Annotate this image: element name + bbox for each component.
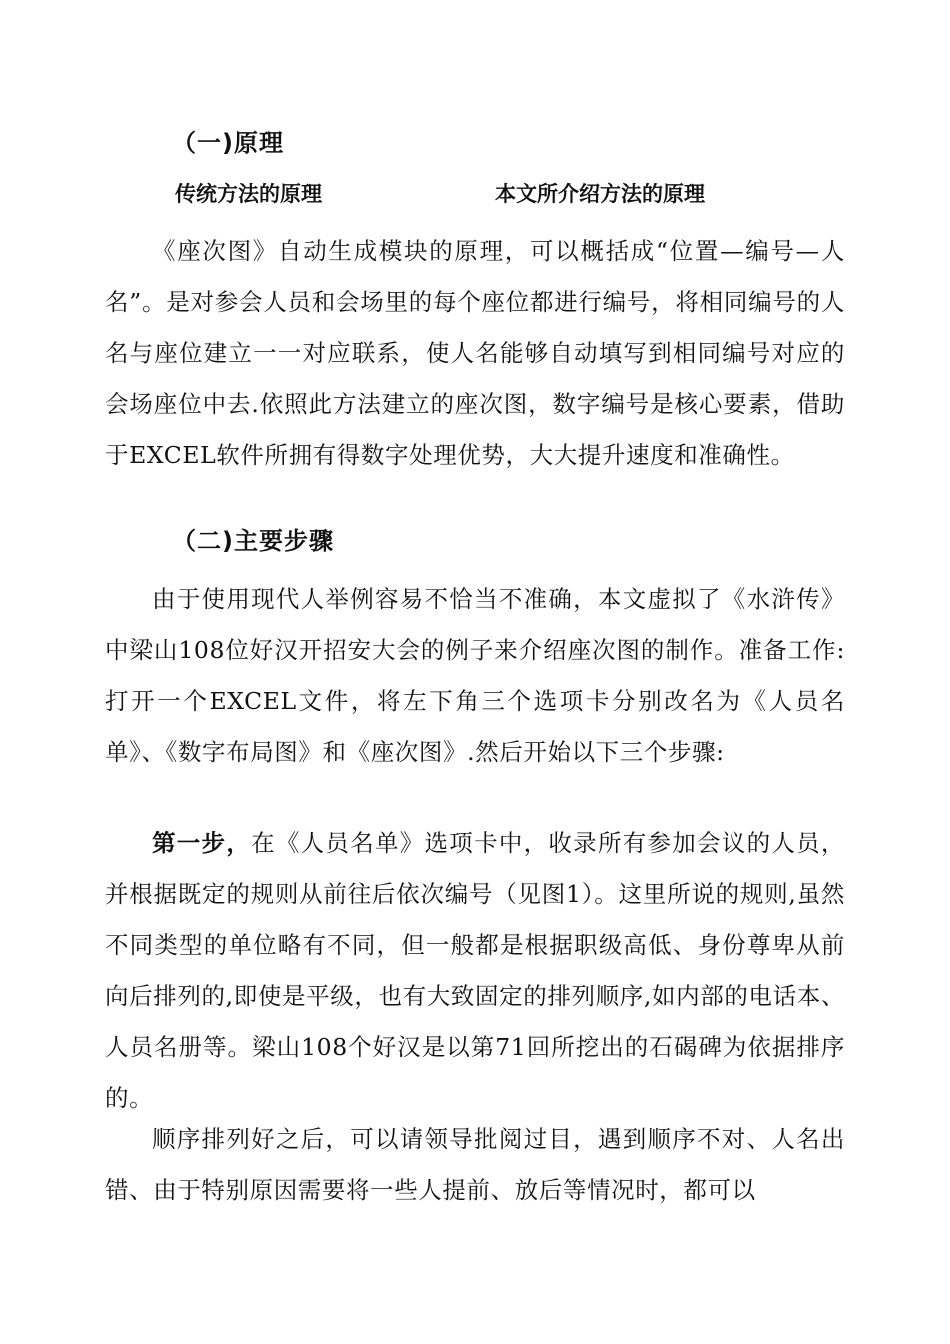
paragraph-continued: 顺序排列好之后，可以请领导批阅过目，遇到顺序不对、人名出错、由于特别原因需要将一些人提前、放后等情况时，都可以	[105, 1125, 845, 1204]
subheading-row	[175, 179, 815, 209]
paragraph-step-one	[105, 818, 845, 1124]
paragraph-intro: 由于使用现代人举例容易不恰当不准确，本文虚拟了《水浒传》中梁山108位好汉开招安大会的例子来介绍座次图的制作。准备工作:打开一个EXCEL文件，将左下角三个选项卡分别改名为《人员名单》、《数字布局图》和《座次图》.然后开始以下三个步骤:	[105, 585, 845, 766]
step-one-lead: 第一步，	[152, 829, 252, 857]
section-heading-main-steps: （二)主要步骤	[172, 527, 334, 555]
subheading-traditional-method: 传统方法的原理	[175, 182, 322, 206]
section-heading-principle: （一)原理	[172, 129, 284, 157]
paragraph-principle: 《座次图》自动生成模块的原理，可以概括成“位置—编号—人名”。是对参会人员和会场里的每个座位都进行编号，将相同编号的人名与座位建立一一对应联系，使人名能够自动填写到相同编号对应的会场座位中去.依照此方法建立的座次图，数字编号是核心要素，借助于EXCEL软件所拥有得数字处理优势，大大提升速度和准确性。	[105, 237, 845, 469]
step-one-text: 在《人员名单》选项卡中，收录所有参加会议的人员，并根据既定的规则从前往后依次编号（见图1）。这里所说的规则,虽然不同类型的单位略有不同，但一般都是根据职级高低、身份尊卑从前向后排列的,即使是平级，也有大致固定的排列顺序,如内部的电话本、人员名册等。梁山108个好汉是以第71回所挖出的石碣碑为依据排序的。	[105, 829, 846, 1112]
subheading-this-method: 本文所介绍方法的原理	[495, 182, 705, 206]
